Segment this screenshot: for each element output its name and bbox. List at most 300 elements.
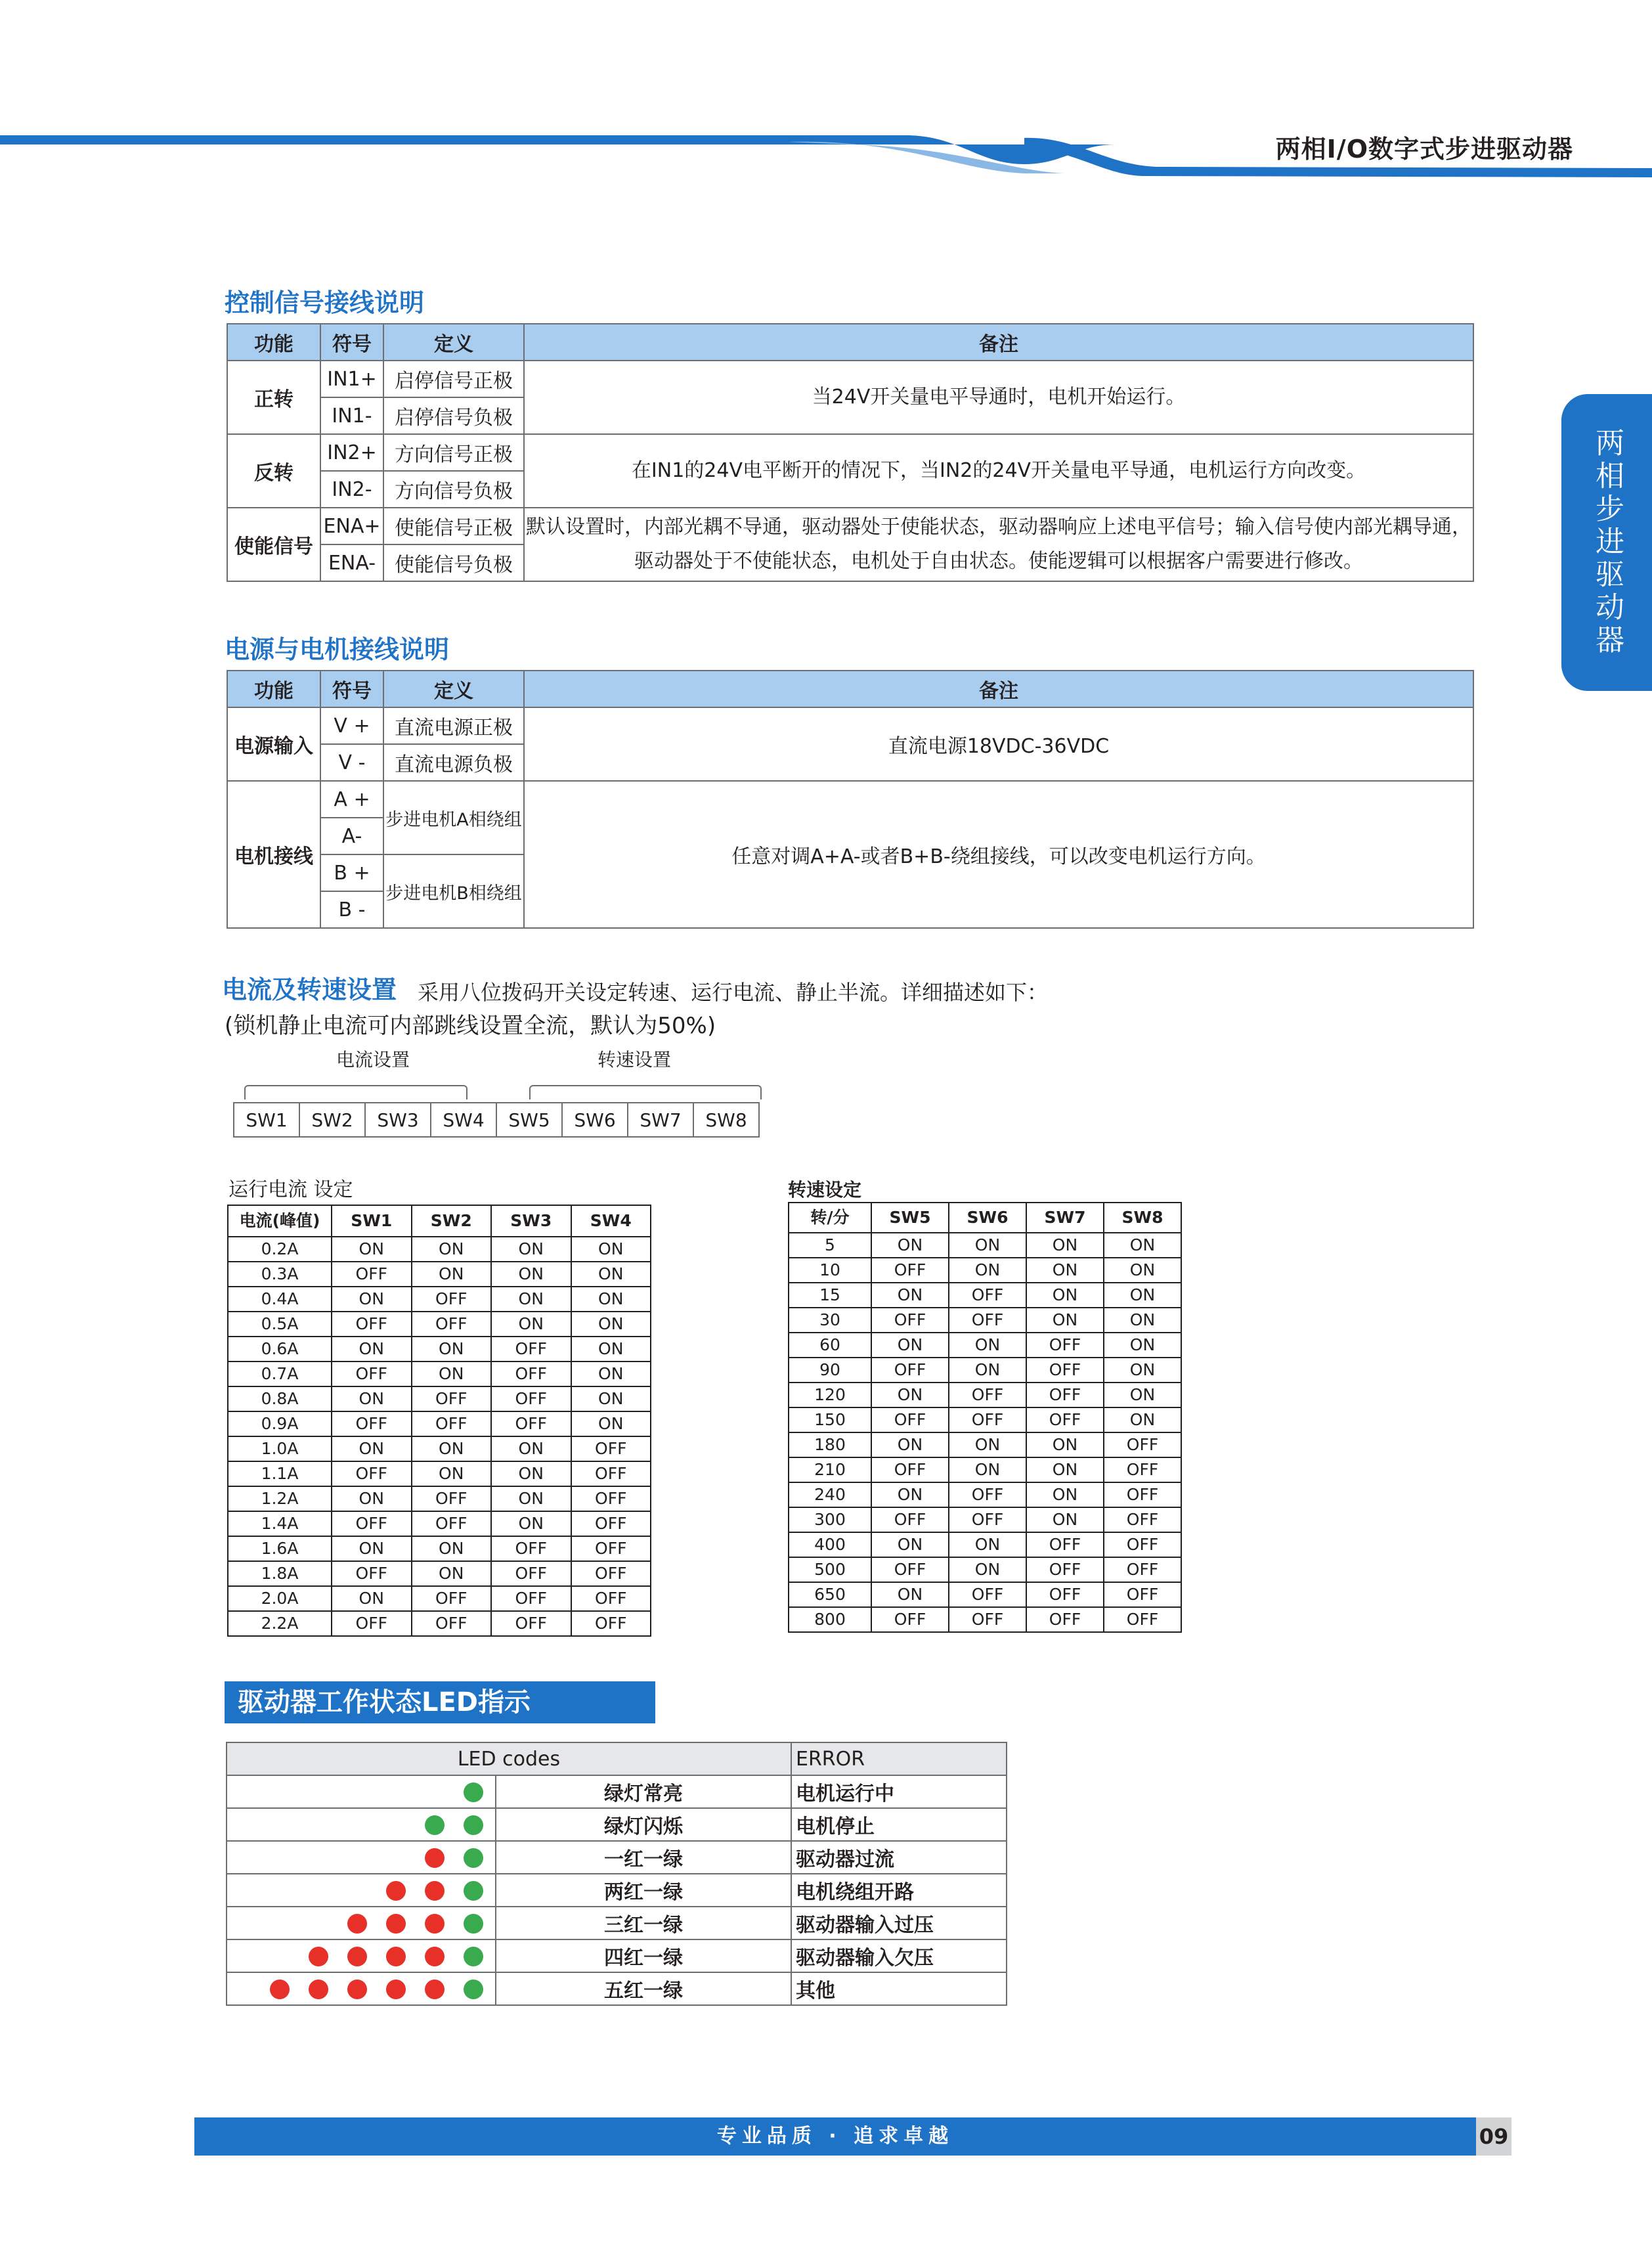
led-code-cell: 四红一绿 <box>496 1939 791 1972</box>
col-header: 定义 <box>383 324 524 361</box>
switch-state-cell: ON <box>1026 1457 1104 1482</box>
switch-state-cell: OFF <box>571 1561 651 1586</box>
current-value-cell: 1.1A <box>228 1461 332 1486</box>
switch-state-cell: OFF <box>1104 1507 1181 1532</box>
speed-row <box>789 1258 1181 1283</box>
switch-state-cell: ON <box>332 1486 412 1511</box>
led-code-cell: 绿灯常亮 <box>496 1775 791 1808</box>
current-speed-title: 电流及转速设置 <box>222 975 397 1004</box>
speed-value-cell: 240 <box>789 1482 871 1507</box>
switch-state-cell: OFF <box>332 1611 412 1636</box>
led-error-cell: 其他 <box>791 1972 1007 2005</box>
switch-state-cell: OFF <box>571 1511 651 1536</box>
error-header: ERROR <box>791 1742 1007 1775</box>
current-row <box>228 1237 651 1262</box>
switch-state-cell: ON <box>949 1532 1026 1557</box>
switch-state-cell: OFF <box>1026 1582 1104 1607</box>
switch-state-cell: OFF <box>871 1457 949 1482</box>
switch-state-cell: OFF <box>871 1258 949 1283</box>
current-value-cell: 0.8A <box>228 1386 332 1411</box>
func-cell: 正转 <box>227 361 320 434</box>
speed-value-cell: 120 <box>789 1383 871 1407</box>
switch-state-cell: ON <box>1104 1333 1181 1358</box>
switch-state-cell: OFF <box>571 1536 651 1561</box>
led-error-cell: 电机停止 <box>791 1808 1007 1841</box>
symbol-cell: B - <box>320 891 383 928</box>
switch-state-cell: ON <box>871 1482 949 1507</box>
func-cell: 电源输入 <box>227 707 320 781</box>
switch-state-cell: OFF <box>491 1561 571 1586</box>
def-cell: 步进电机B相绕组 <box>383 854 524 928</box>
switch-state-cell: OFF <box>412 1411 492 1436</box>
switch-state-cell: ON <box>1104 1233 1181 1258</box>
def-cell: 方向信号负极 <box>383 471 524 508</box>
dip-switch-7: SW7 <box>628 1103 693 1137</box>
current-row <box>228 1511 651 1536</box>
speed-row <box>789 1233 1181 1258</box>
current-row <box>228 1486 651 1511</box>
current-value-cell: 1.4A <box>228 1511 332 1536</box>
switch-state-cell: ON <box>949 1557 1026 1582</box>
speed-value-cell: 500 <box>789 1557 871 1582</box>
switch-state-cell: OFF <box>949 1582 1026 1607</box>
current-row <box>228 1436 651 1461</box>
def-cell: 使能信号负极 <box>383 544 524 581</box>
red-led-icon <box>309 1947 328 1966</box>
speed-group-brace <box>529 1085 762 1099</box>
func-cell: 电机接线 <box>227 781 320 928</box>
symbol-cell: V + <box>320 707 383 744</box>
current-row <box>228 1536 651 1561</box>
switch-state-cell: ON <box>871 1582 949 1607</box>
switch-state-cell: OFF <box>412 1586 492 1611</box>
col-header: 功能 <box>227 324 320 361</box>
switch-state-cell: ON <box>491 1461 571 1486</box>
switch-state-cell: OFF <box>1026 1407 1104 1432</box>
col-header: 符号 <box>320 324 383 361</box>
speed-row <box>789 1383 1181 1407</box>
speed-value-cell: 650 <box>789 1582 871 1607</box>
led-dots-cell <box>227 1972 496 2005</box>
def-cell: 使能信号正极 <box>383 508 524 544</box>
switch-state-cell: ON <box>949 1333 1026 1358</box>
speed-value-cell: 800 <box>789 1607 871 1632</box>
switch-state-cell: ON <box>949 1233 1026 1258</box>
speed-value-cell: 210 <box>789 1457 871 1482</box>
green-led-icon <box>464 1980 483 1999</box>
switch-state-cell: ON <box>1104 1383 1181 1407</box>
speed-value-cell: 150 <box>789 1407 871 1432</box>
red-led-icon <box>386 1980 406 1999</box>
switch-state-cell: ON <box>491 1486 571 1511</box>
switch-state-cell: ON <box>1026 1258 1104 1283</box>
green-led-icon <box>464 1815 483 1835</box>
switch-state-cell: OFF <box>1104 1532 1181 1557</box>
switch-state-cell: OFF <box>491 1361 571 1386</box>
red-led-icon <box>347 1914 367 1934</box>
switch-state-cell: OFF <box>1026 1383 1104 1407</box>
speed-row <box>789 1432 1181 1457</box>
switch-state-cell: ON <box>871 1283 949 1308</box>
switch-state-cell: OFF <box>412 1386 492 1411</box>
switch-state-cell: OFF <box>412 1312 492 1337</box>
red-led-icon <box>425 1848 445 1868</box>
switch-state-cell: ON <box>332 1337 412 1361</box>
switch-state-cell: ON <box>491 1237 571 1262</box>
speed-row <box>789 1482 1181 1507</box>
speed-row <box>789 1507 1181 1532</box>
symbol-cell: A- <box>320 818 383 854</box>
switch-state-cell: OFF <box>1104 1557 1181 1582</box>
led-row <box>227 1841 1007 1874</box>
switch-state-cell: ON <box>571 1287 651 1312</box>
green-led-icon <box>425 1815 445 1835</box>
current-value-cell: 0.6A <box>228 1337 332 1361</box>
switch-state-cell: ON <box>1104 1258 1181 1283</box>
current-row <box>228 1386 651 1411</box>
switch-state-cell: ON <box>571 1361 651 1386</box>
symbol-cell: B + <box>320 854 383 891</box>
current-row <box>228 1337 651 1361</box>
switch-state-cell: OFF <box>1104 1457 1181 1482</box>
control-table <box>227 323 1474 582</box>
switch-state-cell: ON <box>491 1262 571 1287</box>
led-code-cell: 五红一绿 <box>496 1972 791 2005</box>
speed-row <box>789 1457 1181 1482</box>
switch-state-cell: OFF <box>1026 1358 1104 1383</box>
led-dots-cell <box>227 1841 496 1874</box>
switch-state-cell: ON <box>871 1432 949 1457</box>
symbol-cell: IN2- <box>320 471 383 508</box>
led-row <box>227 1907 1007 1939</box>
green-led-icon <box>464 1947 483 1966</box>
current-value-cell: 2.0A <box>228 1586 332 1611</box>
switch-state-cell: ON <box>332 1386 412 1411</box>
red-led-icon <box>386 1947 406 1966</box>
switch-state-cell: OFF <box>871 1507 949 1532</box>
switch-state-cell: ON <box>571 1237 651 1262</box>
led-row <box>227 1939 1007 1972</box>
switch-state-cell: OFF <box>571 1586 651 1611</box>
dip-switch-8: SW8 <box>693 1103 759 1137</box>
switch-state-cell: ON <box>571 1386 651 1411</box>
switch-state-cell: OFF <box>332 1561 412 1586</box>
current-value-cell: 0.2A <box>228 1237 332 1262</box>
switch-state-cell: OFF <box>1104 1432 1181 1457</box>
col-header: SW3 <box>491 1205 571 1237</box>
green-led-icon <box>464 1782 483 1802</box>
speed-value-cell: 60 <box>789 1333 871 1358</box>
speed-value-cell: 90 <box>789 1358 871 1383</box>
current-row <box>228 1287 651 1312</box>
speed-row <box>789 1333 1181 1358</box>
switch-state-cell: OFF <box>871 1607 949 1632</box>
current-speed-desc2: (锁机静止电流可内部跳线设置全流，默认为50%) <box>225 1013 716 1039</box>
switch-state-cell: ON <box>491 1511 571 1536</box>
switch-state-cell: ON <box>871 1333 949 1358</box>
led-dots-cell <box>227 1907 496 1939</box>
speed-value-cell: 30 <box>789 1308 871 1333</box>
func-cell: 使能信号 <box>227 508 320 581</box>
switch-state-cell: OFF <box>949 1383 1026 1407</box>
switch-state-cell: ON <box>412 1237 492 1262</box>
switch-state-cell: ON <box>412 1536 492 1561</box>
red-led-icon <box>425 1947 445 1966</box>
note-cell: 任意对调A+A-或者B+B-绕组接线，可以改变电机运行方向。 <box>524 781 1473 928</box>
col-header: SW2 <box>412 1205 492 1237</box>
led-error-cell: 电机运行中 <box>791 1775 1007 1808</box>
speed-value-cell: 10 <box>789 1258 871 1283</box>
switch-state-cell: OFF <box>949 1283 1026 1308</box>
current-row <box>228 1461 651 1486</box>
current-speed-desc: 采用八位拨码开关设定转速、运行电流、静止半流。详细描述如下： <box>418 980 1049 1005</box>
led-dots-cell <box>227 1775 496 1808</box>
switch-state-cell: OFF <box>332 1411 412 1436</box>
def-cell: 步进电机A相绕组 <box>383 781 524 854</box>
switch-state-cell: ON <box>949 1358 1026 1383</box>
side-tab: 两相步进驱动器 <box>1561 394 1652 691</box>
switch-state-cell: ON <box>1026 1432 1104 1457</box>
switch-state-cell: ON <box>412 1262 492 1287</box>
speed-row <box>789 1607 1181 1632</box>
current-value-cell: 0.9A <box>228 1411 332 1436</box>
switch-state-cell: OFF <box>949 1482 1026 1507</box>
red-led-icon <box>425 1980 445 1999</box>
func-cell: 反转 <box>227 434 320 508</box>
def-cell: 方向信号正极 <box>383 434 524 471</box>
switch-state-cell: OFF <box>949 1507 1026 1532</box>
green-led-icon <box>464 1881 483 1901</box>
switch-state-cell: OFF <box>949 1607 1026 1632</box>
speed-value-cell: 15 <box>789 1283 871 1308</box>
def-cell: 启停信号正极 <box>383 361 524 397</box>
note-cell: 默认设置时，内部光耦不导通，驱动器处于使能状态，驱动器响应上述电平信号；输入信号使内部光耦导通， 驱动器处于不使能状态，电机处于自由状态。使能逻辑可以根据客户需要进行修改。 <box>524 508 1473 581</box>
current-value-cell: 2.2A <box>228 1611 332 1636</box>
note-cell: 直流电源18VDC-36VDC <box>524 707 1473 781</box>
switch-state-cell: OFF <box>332 1262 412 1287</box>
speed-value-cell: 400 <box>789 1532 871 1557</box>
switch-state-cell: OFF <box>1104 1582 1181 1607</box>
switch-state-cell: OFF <box>1026 1557 1104 1582</box>
symbol-cell: IN1+ <box>320 361 383 397</box>
current-value-cell: 0.7A <box>228 1361 332 1386</box>
header-title: 两相I/O数字式步进驱动器 <box>1275 135 1573 164</box>
page-number: 09 <box>1476 2117 1511 2156</box>
switch-state-cell: OFF <box>332 1312 412 1337</box>
speed-row <box>789 1407 1181 1432</box>
col-header: SW7 <box>1026 1203 1104 1233</box>
symbol-cell: V - <box>320 744 383 781</box>
symbol-cell: IN1- <box>320 397 383 434</box>
red-led-icon <box>386 1914 406 1934</box>
switch-state-cell: OFF <box>332 1361 412 1386</box>
switch-state-cell: OFF <box>1104 1607 1181 1632</box>
switch-state-cell: ON <box>1026 1507 1104 1532</box>
note-cell: 在IN1的24V电平断开的情况下，当IN2的24V开关量电平导通，电机运行方向改变。 <box>524 434 1473 508</box>
switch-state-cell: ON <box>412 1337 492 1361</box>
switch-state-cell: OFF <box>1026 1532 1104 1557</box>
switch-state-cell: OFF <box>412 1511 492 1536</box>
red-led-icon <box>270 1980 290 1999</box>
led-dots-cell <box>227 1874 496 1907</box>
switch-state-cell: ON <box>1026 1233 1104 1258</box>
power-section-title: 电源与电机接线说明 <box>225 635 450 664</box>
switch-state-cell: OFF <box>871 1358 949 1383</box>
switch-state-cell: OFF <box>332 1511 412 1536</box>
speed-row <box>789 1557 1181 1582</box>
col-header: 功能 <box>227 671 320 707</box>
dip-switch-5: SW5 <box>496 1103 562 1137</box>
dip-switch-1: SW1 <box>234 1103 299 1137</box>
red-led-icon <box>425 1914 445 1934</box>
switch-state-cell: OFF <box>332 1461 412 1486</box>
symbol-cell: A + <box>320 781 383 818</box>
switch-state-cell: ON <box>571 1262 651 1287</box>
speed-table-title: 转速设定 <box>788 1179 862 1201</box>
symbol-cell: IN2+ <box>320 434 383 471</box>
switch-state-cell: ON <box>871 1532 949 1557</box>
speed-value-cell: 300 <box>789 1507 871 1532</box>
switch-state-cell: ON <box>412 1436 492 1461</box>
current-value-cell: 0.3A <box>228 1262 332 1287</box>
col-header: SW1 <box>332 1205 412 1237</box>
switch-state-cell: ON <box>571 1312 651 1337</box>
switch-state-cell: OFF <box>949 1407 1026 1432</box>
green-led-icon <box>464 1848 483 1868</box>
current-table-title: 运行电流 设定 <box>228 1178 353 1201</box>
red-led-icon <box>386 1881 406 1901</box>
speed-value-cell: 5 <box>789 1233 871 1258</box>
col-header: 电流(峰值) <box>228 1205 332 1237</box>
led-row <box>227 1775 1007 1808</box>
col-header: 备注 <box>524 324 1473 361</box>
switch-state-cell: ON <box>412 1461 492 1486</box>
switch-state-cell: ON <box>332 1436 412 1461</box>
current-row <box>228 1586 651 1611</box>
led-codes-header: LED codes <box>227 1742 791 1775</box>
red-led-icon <box>347 1980 367 1999</box>
switch-state-cell: ON <box>412 1561 492 1586</box>
switch-state-cell: OFF <box>1104 1482 1181 1507</box>
col-header: SW6 <box>949 1203 1026 1233</box>
green-led-icon <box>464 1914 483 1934</box>
led-error-cell: 驱动器过流 <box>791 1841 1007 1874</box>
current-row <box>228 1611 651 1636</box>
switch-state-cell: OFF <box>571 1611 651 1636</box>
speed-row <box>789 1308 1181 1333</box>
symbol-cell: ENA- <box>320 544 383 581</box>
switch-state-cell: OFF <box>571 1486 651 1511</box>
power-table <box>227 670 1474 929</box>
switch-state-cell: OFF <box>871 1407 949 1432</box>
red-led-icon <box>309 1980 328 1999</box>
current-value-cell: 1.6A <box>228 1536 332 1561</box>
led-code-cell: 三红一绿 <box>496 1907 791 1939</box>
switch-state-cell: ON <box>871 1383 949 1407</box>
switch-state-cell: ON <box>949 1457 1026 1482</box>
switch-state-cell: ON <box>332 1586 412 1611</box>
switch-state-cell: OFF <box>571 1461 651 1486</box>
switch-state-cell: OFF <box>491 1337 571 1361</box>
led-code-cell: 绿灯闪烁 <box>496 1808 791 1841</box>
led-error-cell: 驱动器输入欠压 <box>791 1939 1007 1972</box>
switch-state-cell: OFF <box>949 1308 1026 1333</box>
control-section-title: 控制信号接线说明 <box>225 288 425 317</box>
led-error-cell: 电机绕组开路 <box>791 1874 1007 1907</box>
col-header: 定义 <box>383 671 524 707</box>
switch-state-cell: ON <box>1104 1283 1181 1308</box>
speed-row <box>789 1582 1181 1607</box>
switch-state-cell: OFF <box>1026 1333 1104 1358</box>
current-row <box>228 1361 651 1386</box>
note-cell: 当24V开关量电平导通时，电机开始运行。 <box>524 361 1473 434</box>
current-row <box>228 1262 651 1287</box>
current-group-brace <box>244 1085 467 1099</box>
switch-state-cell: OFF <box>491 1411 571 1436</box>
switch-state-cell: OFF <box>571 1436 651 1461</box>
switch-state-cell: OFF <box>871 1557 949 1582</box>
led-code-cell: 一红一绿 <box>496 1841 791 1874</box>
dip-switch-row <box>233 1102 760 1138</box>
switch-state-cell: ON <box>1104 1358 1181 1383</box>
col-header: 符号 <box>320 671 383 707</box>
dip-switch-2: SW2 <box>299 1103 365 1137</box>
speed-row <box>789 1532 1181 1557</box>
speed-row <box>789 1358 1181 1383</box>
current-value-cell: 0.5A <box>228 1312 332 1337</box>
switch-state-cell: ON <box>871 1233 949 1258</box>
speed-row <box>789 1283 1181 1308</box>
led-row <box>227 1808 1007 1841</box>
switch-state-cell: ON <box>491 1312 571 1337</box>
current-value-cell: 1.0A <box>228 1436 332 1461</box>
dip-switch-4: SW4 <box>431 1103 496 1137</box>
switch-state-cell: ON <box>571 1337 651 1361</box>
symbol-cell: ENA+ <box>320 508 383 544</box>
current-value-cell: 0.4A <box>228 1287 332 1312</box>
switch-state-cell: ON <box>332 1536 412 1561</box>
switch-state-cell: ON <box>332 1237 412 1262</box>
switch-state-cell: ON <box>1026 1482 1104 1507</box>
switch-state-cell: OFF <box>412 1287 492 1312</box>
switch-state-cell: OFF <box>1026 1607 1104 1632</box>
switch-state-cell: ON <box>1026 1283 1104 1308</box>
led-table <box>226 1742 1007 2006</box>
led-error-cell: 驱动器输入过压 <box>791 1907 1007 1939</box>
switch-state-cell: OFF <box>871 1308 949 1333</box>
switch-state-cell: OFF <box>491 1386 571 1411</box>
switch-state-cell: ON <box>332 1287 412 1312</box>
col-header: SW8 <box>1104 1203 1181 1233</box>
col-header: SW4 <box>571 1205 651 1237</box>
led-section-title: 驱动器工作状态LED指示 <box>225 1681 655 1723</box>
current-value-cell: 1.8A <box>228 1561 332 1586</box>
switch-state-cell: ON <box>1104 1308 1181 1333</box>
def-cell: 启停信号负极 <box>383 397 524 434</box>
footer-slogan: 专业品质 · 追求卓越 <box>194 2117 1476 2156</box>
switch-state-cell: ON <box>949 1432 1026 1457</box>
switch-state-cell: ON <box>491 1436 571 1461</box>
speed-table <box>788 1202 1182 1633</box>
def-cell: 直流电源负极 <box>383 744 524 781</box>
speed-value-cell: 180 <box>789 1432 871 1457</box>
current-table <box>227 1205 651 1637</box>
switch-state-cell: OFF <box>491 1586 571 1611</box>
current-row <box>228 1312 651 1337</box>
col-header: 备注 <box>524 671 1473 707</box>
switch-state-cell: ON <box>1026 1308 1104 1333</box>
switch-state-cell: OFF <box>412 1611 492 1636</box>
